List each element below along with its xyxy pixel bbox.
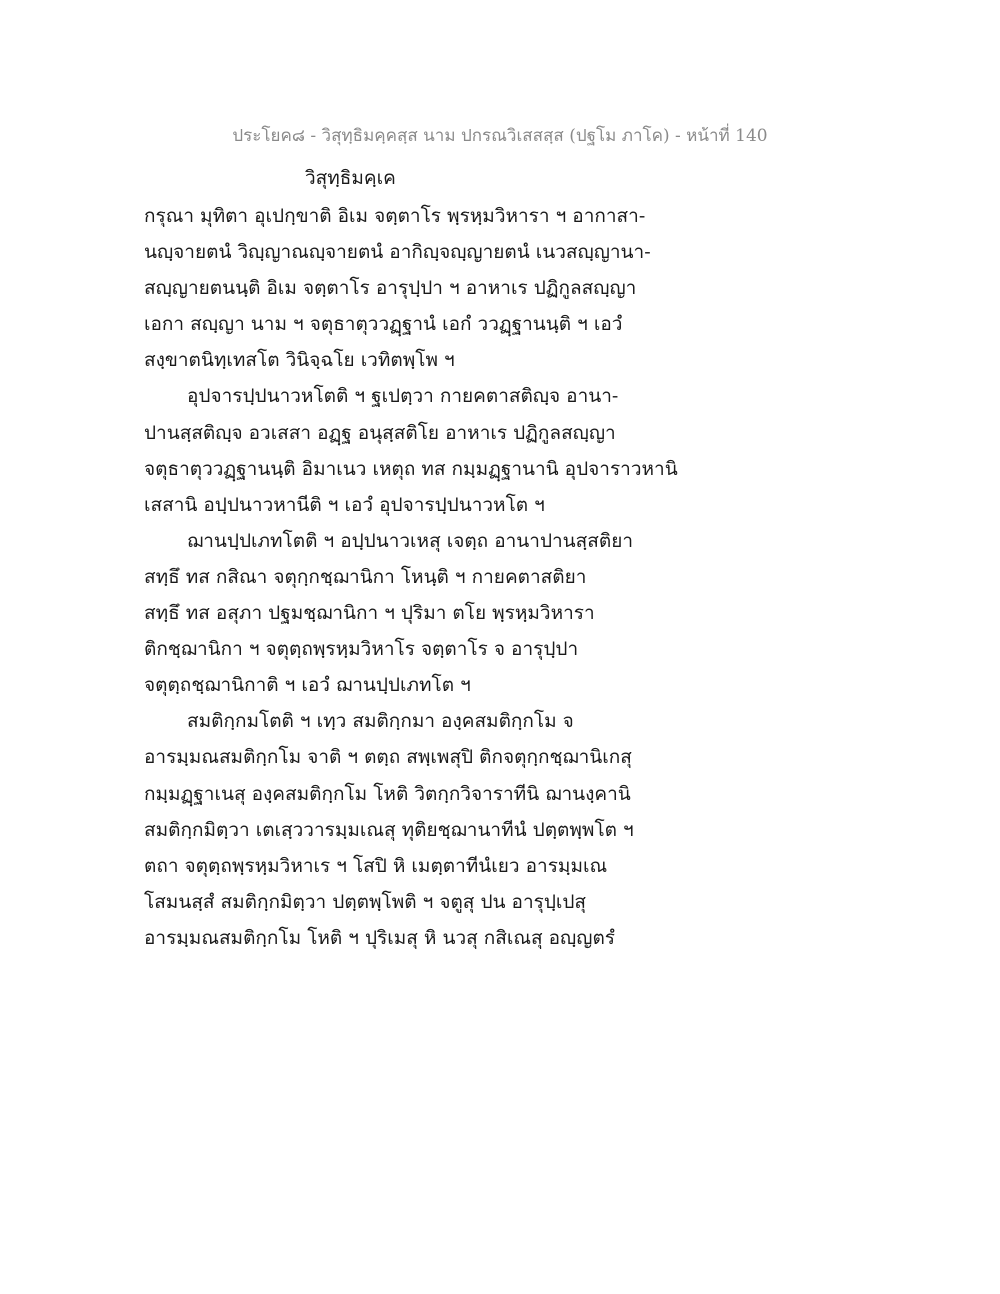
section-title: วิสุทฺธิมคฺเค bbox=[305, 167, 396, 189]
text-line: อารมฺมณสมติกฺกโม จาติ ฯ ตตฺถ สพฺเพสุปิ ติกจตุกฺกชฺฌานิเกสุ bbox=[144, 746, 632, 769]
text-line: กมฺมฏฺฐาเนสุ องฺคสมติกฺกโม โหติ วิตกฺกวิจาราทีนิ ฌานงฺคานิ bbox=[144, 782, 631, 805]
text-line: สงฺขาตนิทฺเทสโต วินิจฺฉโย เวทิตพฺโพ ฯ bbox=[144, 349, 455, 372]
text-line: จตุธาตุววฏฺฐานนฺติ อิมาเนว เหตุถ ทส กมฺมฏฺฐานานิ อุปจาราวหานิ bbox=[144, 457, 678, 480]
text-line: สทฺธึ ทส อสุภา ปฐมชฺฌานิกา ฯ ปุริมา ตโย พฺรหฺมวิหารา bbox=[144, 602, 595, 625]
text-line: เอกา สญฺญา นาม ฯ จตุธาตุววฏฺฐานํ เอกํ ววฏฺฐานนฺติ ฯ เอวํ bbox=[144, 313, 623, 336]
text-line: นญฺจายตนํ วิญฺญาณญฺจายตนํ อากิญฺจญฺญายตนํ เนวสญฺญานา- bbox=[144, 241, 651, 264]
running-header: ประโยค๘ - วิสุทฺธิมคฺคสฺส นาม ปกรณวิเสสสฺส (ปฐโม ภาโค) - หน้าที่ 140 bbox=[232, 126, 768, 146]
text-line: อุปจารปฺปนาวหโตติ ฯ ฐเปตฺวา กายคตาสติญฺจ อานา- bbox=[187, 385, 619, 408]
text-line: สมติกฺกมิตฺวา เตเสฺววารมฺมเณสุ ทุติยชฺฌานาทีนํ ปตฺตพฺพโต ฯ bbox=[144, 818, 634, 841]
text-line: สญฺญายตนนฺติ อิเม จตฺตาโร อารุปฺปา ฯ อาหาเร ปฏิกูลสญฺญา bbox=[144, 277, 637, 300]
text-line: ฌานปฺปเภทโตติ ฯ อปฺปนาวเหสุ เจตฺถ อานาปานสฺสติยา bbox=[187, 529, 633, 552]
text-line: จตุตฺถชฺฌานิกาติ ฯ เอวํ ฌานปฺปเภทโต ฯ bbox=[144, 674, 471, 697]
text-line: ตถา จตุตฺถพฺรหฺมวิหาเร ฯ โสปิ หิ เมตฺตาทีนํเยว อารมฺมเณ bbox=[144, 854, 608, 877]
text-line: สทฺธึ ทส กสิณา จตุกฺกชฺฌานิกา โหนฺติ ฯ กายคตาสติยา bbox=[144, 565, 587, 588]
text-line: สมติกฺกมโตติ ฯ เทฺว สมติกฺกมา องฺคสมติกฺกโม จ bbox=[187, 710, 574, 733]
text-line: กรุณา มุทิตา อุเปกฺขาติ อิเม จตฺตาโร พฺรหฺมวิหารา ฯ อากาสา- bbox=[144, 205, 646, 227]
text-line: โสมนสฺสํ สมติกฺกมิตฺวา ปตฺตพฺโพติ ฯ จตูสุ ปน อารุปฺเปสุ bbox=[144, 890, 587, 913]
text-line: เสสานิ อปฺปนาวหานีติ ฯ เอวํ อุปจารปฺปนาวหโต ฯ bbox=[144, 493, 545, 516]
text-line: อารมฺมณสมติกฺกโม โหติ ฯ ปุริเมสุ หิ นวสุ กสิเณสุ อญฺญตรํ bbox=[144, 926, 615, 949]
body-text bbox=[144, 198, 744, 956]
text-line: ติกชฺฌานิกา ฯ จตุตฺถพฺรหฺมวิหาโร จตฺตาโร จ อารุปฺปา bbox=[144, 638, 579, 661]
text-line: ปานสฺสติญฺจ อวเสสา อฏฺฐ อนุสฺสติโย อาหาเร ปฏิกูลสญฺญา bbox=[144, 421, 616, 444]
